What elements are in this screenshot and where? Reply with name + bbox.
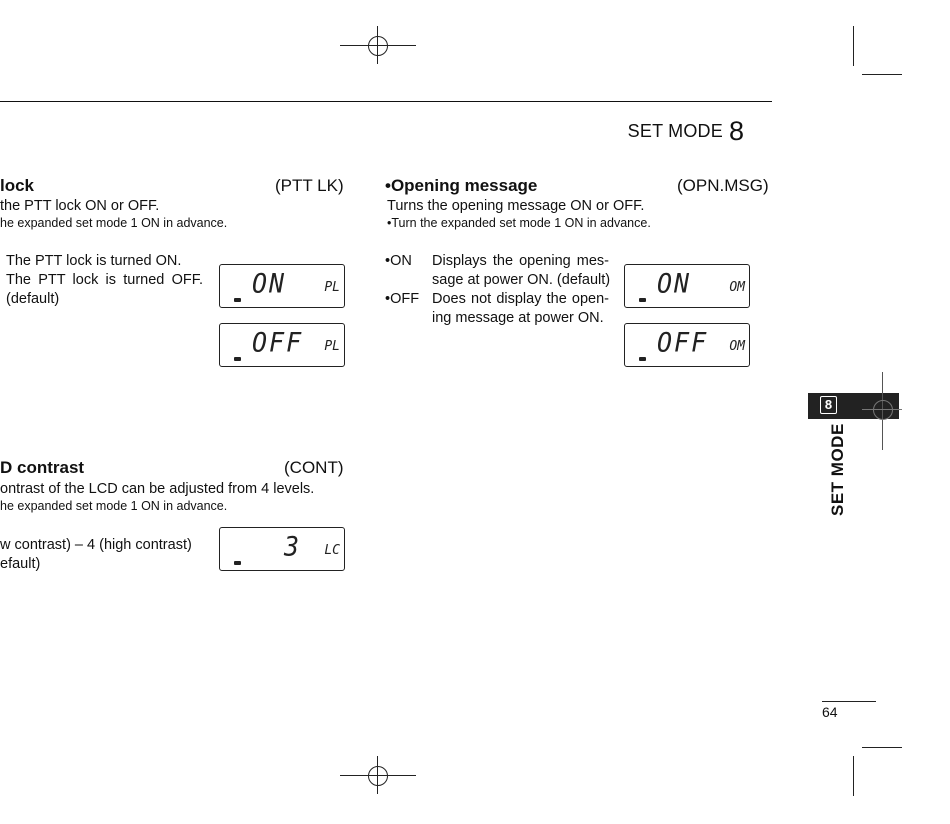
lcd-contrast-code: (CONT) (284, 458, 344, 477)
lcd-sub: OM (729, 339, 745, 354)
opening-message-heading: •Opening message (385, 176, 538, 195)
side-tab-label: SET MODE (828, 423, 847, 516)
lcd-contrast-heading: D contrast (0, 458, 85, 477)
lcd-ptt-off (219, 323, 345, 367)
battery-icon (639, 298, 646, 302)
page-number: 64 (822, 704, 838, 720)
battery-icon (234, 357, 241, 361)
lcd-sub: LC (324, 543, 340, 558)
lcd-opening-on (624, 264, 750, 308)
ptt-lock-desc: the PTT lock ON or OFF. (0, 198, 160, 214)
lcd-main: OFF (657, 327, 709, 358)
ptt-lock-code: (PTT LK) (275, 176, 344, 195)
ptt-lock-on-text: The PTT lock is turned ON. (6, 253, 182, 269)
option-on-line2: sage at power ON. (default) (432, 272, 611, 288)
option-on-key: •ON (385, 253, 412, 269)
battery-icon (234, 298, 241, 302)
option-off-key: •OFF (385, 291, 420, 307)
ptt-lock-heading: lock (0, 176, 35, 195)
opening-message-desc: Turns the opening message ON or OFF. (387, 198, 645, 214)
header-rule (0, 101, 772, 102)
lcd-sub: PL (324, 339, 340, 354)
ptt-lock-note: he expanded set mode 1 ON in advance. (0, 216, 228, 230)
option-off-line2: ing message at power ON. (432, 310, 604, 326)
battery-icon (639, 357, 646, 361)
page-header (628, 116, 744, 147)
opening-message-code: (OPN.MSG) (677, 176, 769, 195)
lcd-main: 3 (284, 531, 302, 562)
header-title: SET MODE (627, 121, 723, 141)
lcd-sub: OM (729, 280, 745, 295)
ptt-lock-off-text: The PTT lock is turned OFF. (6, 272, 203, 288)
lcd-main: ON (657, 268, 692, 299)
option-off-line1: Does not display the open- (432, 291, 609, 307)
battery-icon (234, 561, 241, 565)
lcd-ptt-on (219, 264, 345, 308)
side-tab-number: 8 (820, 396, 837, 414)
lcd-main: ON (252, 268, 287, 299)
lcd-opening-off (624, 323, 750, 367)
lcd-contrast-display (219, 527, 345, 571)
page-number-rule (822, 701, 876, 702)
lcd-contrast-range: w contrast) – 4 (high contrast) (0, 537, 192, 553)
opening-message-note: •Turn the expanded set mode 1 ON in advance. (387, 216, 651, 230)
option-on-line1: Displays the opening mes- (432, 253, 609, 269)
lcd-main: OFF (252, 327, 304, 358)
lcd-contrast-note: he expanded set mode 1 ON in advance. (0, 499, 228, 513)
lcd-sub: PL (324, 280, 340, 295)
lcd-contrast-default: efault) (0, 556, 41, 572)
ptt-lock-default: (default) (6, 291, 60, 307)
chapter-number: 8 (728, 116, 744, 146)
lcd-contrast-desc: ontrast of the LCD can be adjusted from 4 levels. (0, 481, 315, 497)
